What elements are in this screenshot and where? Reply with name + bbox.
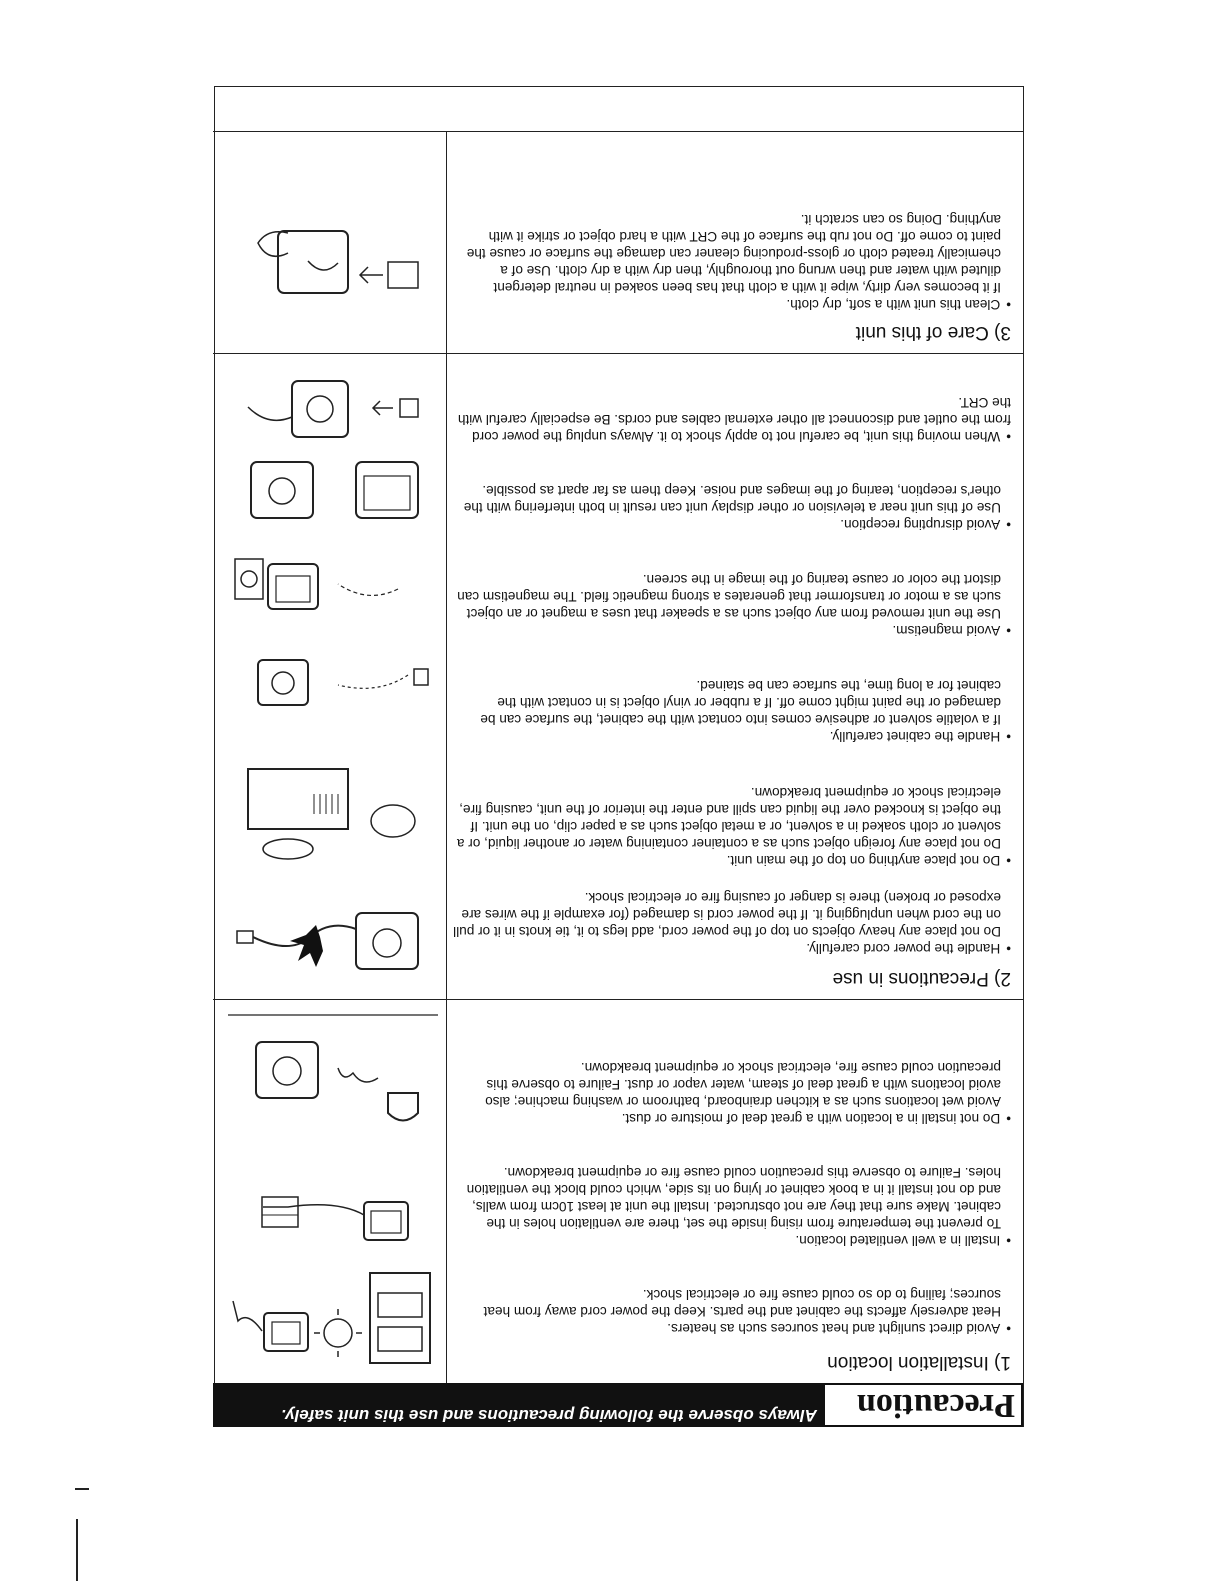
item-heading: • When moving this unit, be careful not to apply shock to it. Always unplug the power cord from the outlet and disconnect all other external cables and cords. Be especially careful with the CRT.: [451, 394, 1011, 445]
header-bar: [213, 1383, 1023, 1427]
item-heading: • Handle the cabinet carefully.: [451, 728, 1011, 745]
item-body: Do not place any foreign object such as a container containing water or another liquid, or a solvent or cloth soaked in a solvent, or a metal object such as a paper clip, on the unit. If the object is knocked over the liquid can spill and enter the interior of the unit, causing fire, electrical shock or equipment breakdown.: [456, 785, 1001, 851]
column-divider: [446, 1000, 447, 1383]
scan-mark: [75, 1488, 89, 1490]
item-heading: • Avoid direct sunlight and heat sources such as heaters.: [451, 1320, 1011, 1337]
moving-unit-illustration: [228, 357, 438, 447]
cabinet-care-illustration: [228, 635, 438, 745]
magnetism-illustration: [228, 529, 438, 639]
item-heading: • Do not install in a location with a great deal of moisture or dust.: [451, 1110, 1011, 1127]
item-body: Avoid wet locations such as a kitchen drainboard, bathroom or washing machine; also avoid locations with a great deal of steam, water vapor or dust. Failure to observe this precaution could cause fire, electrical shock or equipment breakdown.: [485, 1060, 1001, 1109]
list-item: [451, 784, 1011, 869]
section-care: [213, 131, 1023, 353]
item-body: Heat adversely affects the cabinet and the parts. Keep the power cord away from heat sources; failing to do so could cause fire or electrical shock.: [483, 1287, 1001, 1319]
section-title: 2) Precautions in use: [832, 968, 1011, 989]
item-heading: • Install in a well ventilated location.: [451, 1232, 1011, 1249]
reception-illustration: [228, 443, 438, 533]
object-on-top-illustration: [228, 749, 438, 869]
ventilation-illustration: [228, 1145, 438, 1255]
list-item: [451, 889, 1011, 957]
list-item: [451, 1059, 1011, 1127]
list-item: [451, 677, 1011, 745]
list-item: [451, 1164, 1011, 1249]
list-item: [451, 571, 1011, 639]
item-body: Use the unit removed from any object such as a speaker that uses a magnet or an object such as a motor or transformer that generates a strong magnetic field. The magnetism can distort the color or cause tearing of the image in the screen.: [457, 572, 1001, 621]
list-item: [451, 482, 1011, 533]
item-body: If it becomes very dirty, wipe it with a cloth that has been soaked in neutral detergent diluted with water and then wrung out thoroughly, then dry with a dry cloth. Use of a chemically treated cloth or gloss-producing cleaner can damage the surface or cause the paint to come off. Do not rub the surface of the CRT with a hard object or strike it with anything. Doing so can scratch it.: [466, 212, 1001, 295]
cleaning-illustration: [228, 193, 438, 313]
item-body: To prevent the temperature from rising inside the set, there are ventilation holes in the cabinet. Make sure that they are not obstructed. Install the unit at least 10cm from walls, and do not install it in a book cabinet or lying on its side, which could block the ventilation holes. Failure to observe this precaution could cause fire or equipment breakdown.: [466, 1165, 1001, 1231]
item-heading: • Do not place anything on top of the main unit.: [451, 852, 1011, 869]
item-body: If a volatile solvent or adhesive comes into contact with the cabinet, the surface can be damaged or the paint might come off. If a rubber or vinyl object is in contact with the cabinet for a long time, the surface can be stained.: [480, 678, 1001, 727]
item-heading: • Clean this unit with a soft, dry cloth.: [451, 296, 1011, 313]
scan-mark: [76, 1519, 78, 1581]
section-title: 1) Installation location: [827, 1352, 1011, 1373]
power-cord-illustration: [228, 879, 438, 989]
item-heading: • Handle the power cord carefully.: [451, 940, 1011, 957]
column-divider: [446, 132, 447, 353]
list-item: [451, 211, 1011, 313]
item-heading: • Avoid disrupting reception.: [451, 516, 1011, 533]
list-item: [451, 1286, 1011, 1337]
section-title: 3) Care of this unit: [855, 322, 1011, 343]
list-item: [451, 394, 1011, 445]
column-divider: [446, 354, 447, 999]
moisture-illustration: [228, 1008, 438, 1133]
precaution-sheet: [214, 86, 1024, 1427]
section-installation: [213, 999, 1023, 1383]
item-body: Do not place any heavy objects on top of the power cord, add legs to it, tie knots in it or pull on the cord when unplugging it. If the power cord is damaged (for example if the wires are exposed or broken) there is danger of causing fire or electrical shock.: [453, 890, 1001, 939]
item-heading: • Avoid magnetism.: [451, 622, 1011, 639]
sunlight-heater-illustration: [228, 1261, 438, 1371]
page-subtitle: Always observe the following precautions and use this unit safely.: [281, 1406, 817, 1425]
item-body: Use of this unit near a television or other display unit can result in both interfering with the other's reception, tearing of the images and noise. Keep them as far apart as possible.: [463, 483, 1001, 515]
page-title: Precaution: [823, 1383, 1023, 1427]
section-precautions-in-use: [213, 353, 1023, 999]
